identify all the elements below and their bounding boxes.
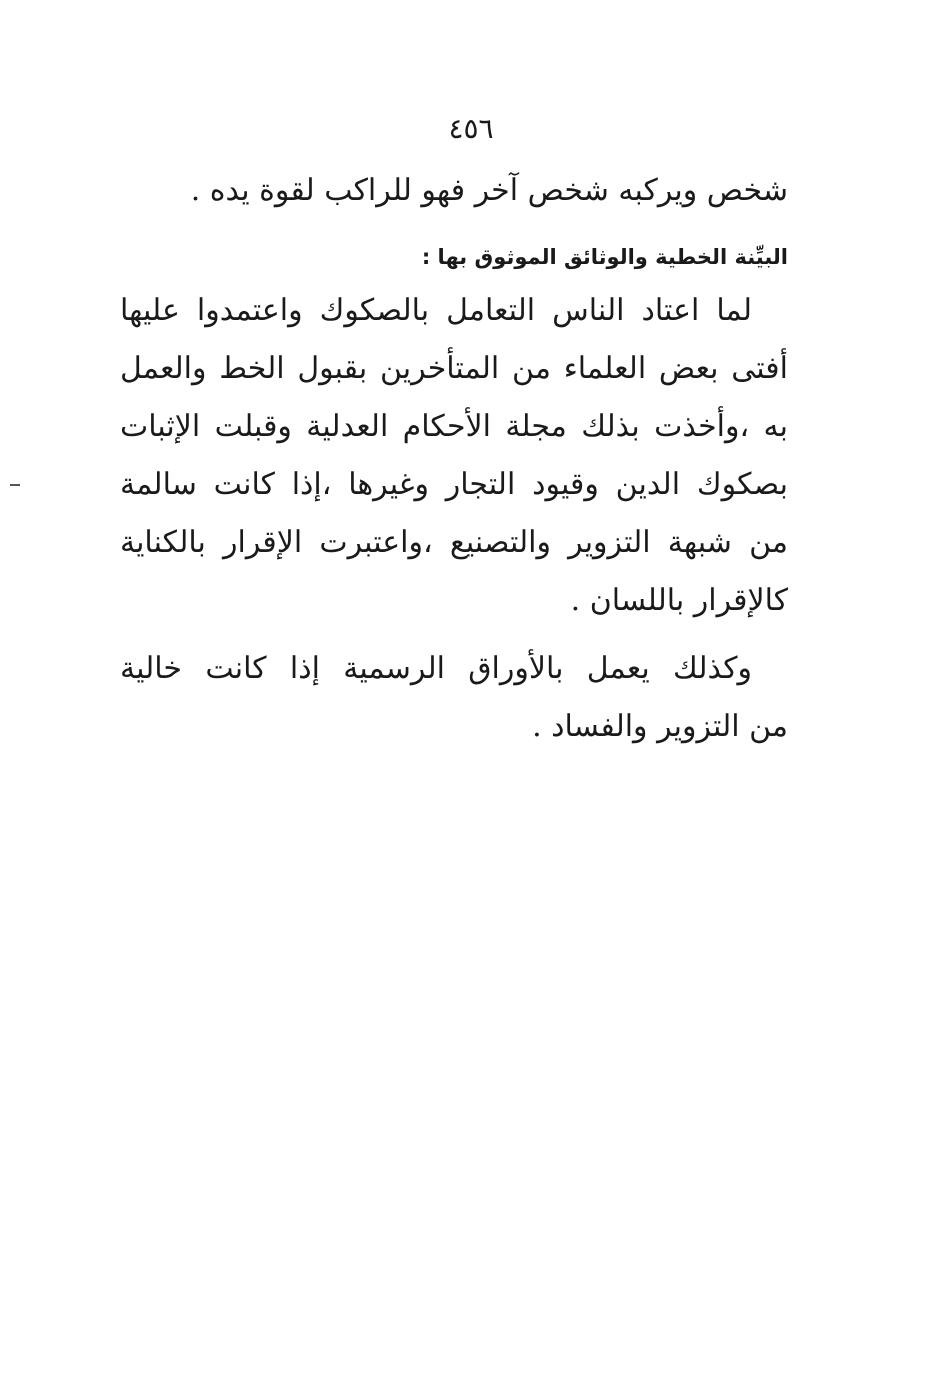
- text-line: من التزوير والفساد .: [532, 709, 788, 744]
- page-number: ٤٥٦: [448, 112, 494, 145]
- intro-text: [120, 162, 788, 220]
- text-line: لما اعتاد الناس التعامل بالصكوك واعتمدوا عليها: [120, 293, 752, 328]
- text-line: بصكوك الدين وقيود التجار وغيرها ،إذا كانت سالمة: [120, 467, 788, 502]
- text-line: أفتى بعض العلماء من المتأخرين بقبول الخط والعمل: [120, 351, 788, 386]
- text-line: به ،وأخذت بذلك مجلة الأحكام العدلية وقبلت الإثبات: [120, 409, 788, 444]
- margin-mark: [10, 484, 20, 486]
- paragraph-2: [120, 640, 788, 756]
- text-line: كالإقرار باللسان .: [570, 583, 788, 618]
- section-heading: البيِّنة الخطية والوثائق الموثوق بها :: [421, 245, 788, 269]
- text-line: من شبهة التزوير والتصنيع ،واعتبرت الإقرار بالكناية: [120, 525, 788, 560]
- paragraph-1: [120, 282, 788, 630]
- text-line: شخص ويركبه شخص آخر فهو للراكب لقوة يده .: [190, 173, 788, 208]
- text-line: وكذلك يعمل بالأوراق الرسمية إذا كانت خالية: [120, 651, 752, 686]
